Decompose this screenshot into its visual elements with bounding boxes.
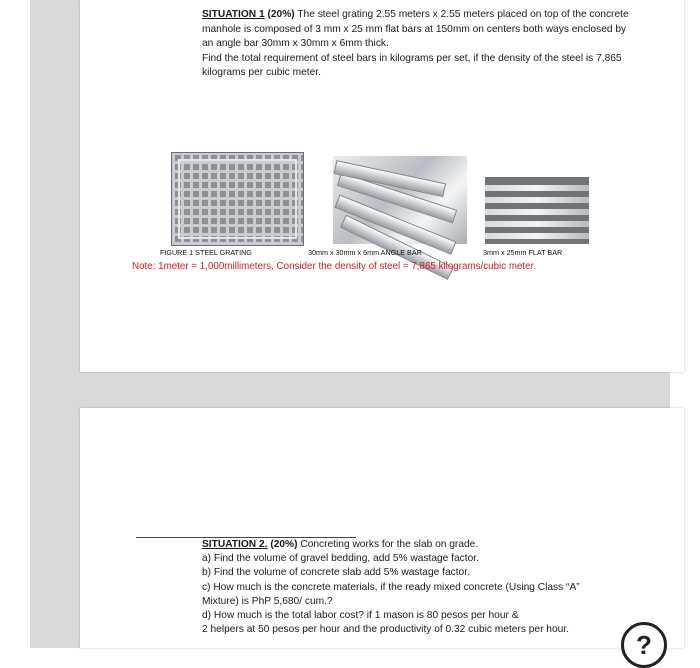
situation-1-percent: (20%) <box>267 9 295 20</box>
steel-grating-image <box>171 152 304 246</box>
situation-1-title: SITUATION 1 <box>202 9 265 20</box>
situation-1-body: The steel grating 2.55 meters x 2.55 meters placed on top of the concrete manhole is composed of 3 mm x 25 mm flat bars at 150mm on centers both ways enclosed by an angle bar 30mm x 30mm x 6mm thick. <box>202 9 629 49</box>
angle-bar-caption: 30mm x 30mm x 6mm ANGLE BAR <box>308 248 422 257</box>
situation-1-question: Find the total requirement of steel bars in kilograms per set, if the density of the steel is 7,865 kilograms per cubic meter. <box>202 52 622 78</box>
situation-2-title: SITUATION 2. <box>202 539 268 550</box>
situation-2-item-c-line2: Mixture) is PhP 5,680/ cum.? <box>202 595 333 607</box>
situation-2-percent: (20%) <box>270 539 298 550</box>
situation-2-item-c-line1: c) How much is the concrete materials, if the ready mixed concrete (Using Class “A” <box>202 581 580 593</box>
situation-2-text <box>202 538 642 637</box>
situation-2-item-b: b) Find the volume of concrete slab add 5% wastage factor. <box>202 567 470 579</box>
situation-2-intro: Concreting works for the slab on grade. <box>300 539 479 550</box>
flat-bar-image <box>485 177 589 244</box>
document-viewer <box>30 0 670 648</box>
page-1 <box>80 0 684 372</box>
note-text: Note: 1meter = 1,000millimeters, Consider the density of steel = 7,865 kilograms/cubic meter. <box>132 261 537 272</box>
grating-caption: FIGURE 1 STEEL GRATING <box>160 248 252 257</box>
help-icon[interactable]: ? <box>621 622 667 668</box>
situation-2-item-a: a) Find the volume of gravel bedding, add 5% wastage factor. <box>202 553 479 565</box>
angle-bar-image <box>333 156 467 244</box>
flat-bar-caption: 3mm x 25mm FLAT BAR <box>483 248 563 257</box>
situation-2-item-d-line2: 2 helpers at 50 pesos per hour and the productivity of 0.32 cubic meters per hour. <box>202 624 569 636</box>
situation-2-item-d-line1: d) How much is the total labor cost? if 1 mason is 80 pesos per hour & <box>202 610 519 622</box>
situation-1-text <box>202 8 632 81</box>
page-2 <box>80 408 684 648</box>
